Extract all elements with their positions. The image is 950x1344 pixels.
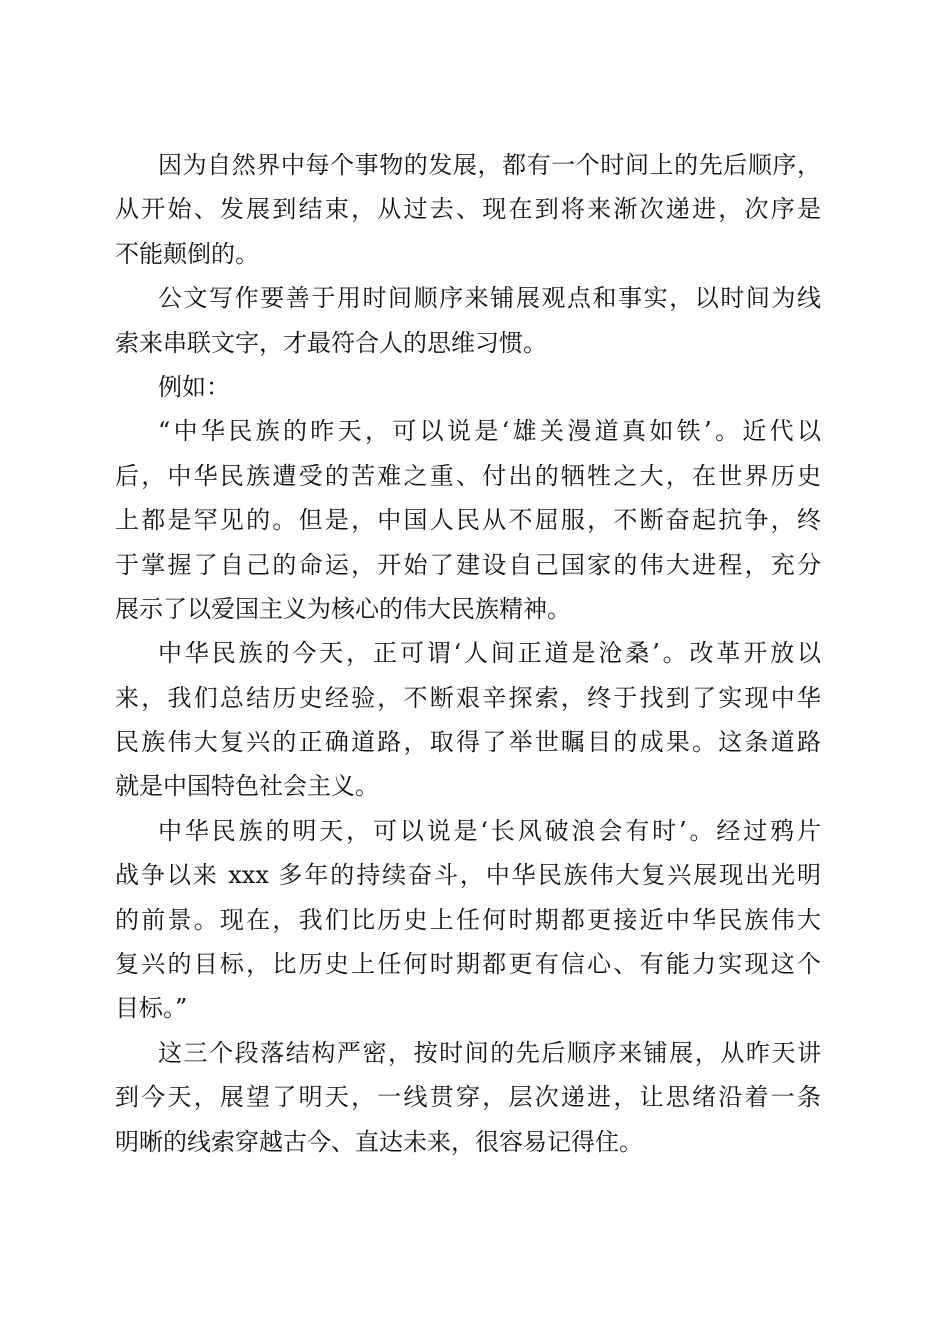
paragraph — [115, 365, 821, 409]
paragraph-line: 不能颠倒的。 — [115, 239, 259, 268]
paragraph-line: 的前景。现在，我们比历史上任何时期都更接近中华民族伟大 — [115, 905, 821, 934]
paragraph-line: 就是中国特色社会主义。 — [115, 772, 379, 801]
paragraph-line: 上都是罕见的。但是，中国人民从不屈服，不断奋起抗争，终 — [115, 506, 821, 535]
paragraph-line: 复兴的目标，比历史上任何时期都更有信心、有能力实现这个 — [115, 950, 821, 979]
document-page — [115, 143, 821, 1164]
paragraph-line: 索来串联文字，才最符合人的思维习惯。 — [115, 328, 547, 357]
paragraph-line: 来，我们总结历史经验，不断艰辛探索，终于找到了实现中华 — [115, 683, 821, 712]
paragraph — [115, 276, 821, 365]
paragraph — [115, 1031, 821, 1164]
paragraph-line: 公文写作要善于用时间顺序来铺展观点和事实，以时间为线 — [158, 284, 821, 313]
paragraph — [115, 631, 821, 809]
paragraph-line: 民族伟大复兴的正确道路，取得了举世瞩目的成果。这条道路 — [115, 728, 821, 757]
paragraph-line: 从开始、发展到结束，从过去、现在到将来渐次递进，次序是 — [115, 195, 821, 224]
paragraph-line: 战争以来 xxx 多年的持续奋斗，中华民族伟大复兴展现出光明 — [115, 861, 821, 890]
paragraph-line: 中华民族的明天，可以说是‘长风破浪会有时’。经过鸦片 — [158, 816, 821, 845]
paragraph — [115, 143, 821, 276]
paragraph-line: 到今天，展望了明天，一线贯穿，层次递进，让思绪沿着一条 — [115, 1083, 821, 1112]
paragraph-line: 于掌握了自己的命运，开始了建设自己国家的伟大进程，充分 — [115, 550, 821, 579]
paragraph-line: 例如： — [158, 372, 230, 401]
paragraph-line: 这三个段落结构严密，按时间的先后顺序来铺展，从昨天讲 — [158, 1038, 821, 1067]
paragraph-line: 展示了以爱国主义为核心的伟大民族精神。 — [115, 594, 571, 623]
paragraph-line: 后，中华民族遭受的苦难之重、付出的牺牲之大，在世界历史 — [115, 461, 821, 490]
paragraph — [115, 409, 821, 631]
paragraph-line: “中华民族的昨天，可以说是‘雄关漫道真如铁’。近代以 — [158, 417, 821, 446]
paragraph-line: 明晰的线索穿越古今、直达未来，很容易记得住。 — [115, 1127, 643, 1156]
paragraph — [115, 809, 821, 1031]
paragraph-line: 目标。” — [115, 994, 188, 1023]
paragraph-line: 因为自然界中每个事物的发展，都有一个时间上的先后顺序， — [158, 151, 821, 179]
paragraph-line: 中华民族的今天，正可谓‘人间正道是沧桑’。改革开放以 — [158, 639, 821, 668]
